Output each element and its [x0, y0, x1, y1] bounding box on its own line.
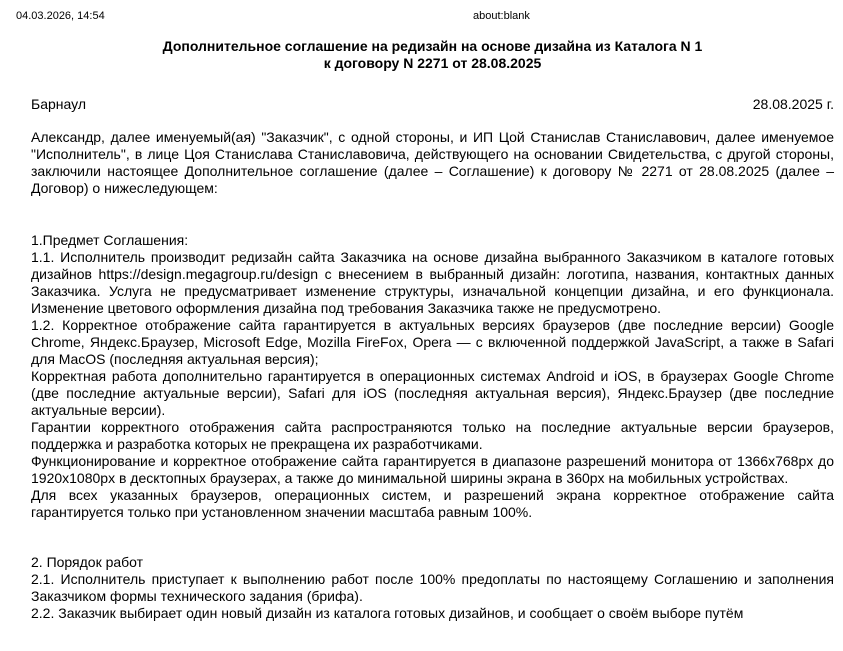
section2-title: 2. Порядок работ	[31, 554, 144, 570]
intro-paragraph: Александр, далее именуемый(ая) "Заказчик", с одной стороны, и ИП Цой Станислав Станиславович, далее именуемое "Исполнитель", в лице Цоя Станислава Станиславовича, действующего на основании Свидетельства, с другой стороны, заключили настоящее Дополнительное соглашение (далее – Соглашение) к договору № 2271 от 28.08.2025 (далее – Договор) о нижеследующем:	[31, 129, 834, 196]
print-datetime: 04.03.2026, 14:54	[16, 10, 105, 22]
document-title-line2: к договору N 2271 от 28.08.2025	[323, 55, 542, 71]
document-date: 28.08.2025 г.	[752, 96, 834, 112]
section1-title: 1.Предмет Соглашения:	[31, 232, 189, 248]
document-title-line1: Дополнительное соглашение на редизайн на основе дизайна из Каталога N 1	[162, 38, 703, 54]
scale-paragraph: Для всех указанных браузеров, операционных систем, и разрешений экрана корректное отображение сайта гарантируется только при установленном значении масштаба равным 100%.	[31, 487, 834, 520]
resolution-paragraph: Функционирование и корректное отображение сайта гарантируется в диапазоне разрешений монитора от 1366x768px до 1920x1080px в десктопных браузерах, а также до минимальной ширины экрана в 360px на мобильных устройствах.	[31, 453, 834, 486]
clause-1-1: 1.1. Исполнитель производит редизайн сайта Заказчика на основе дизайна выбранного Заказчиком в каталоге готовых дизайнов https://design.megagroup.ru/design с внесением в выбранный дизайн: логотипа, названия, контактных данных Заказчика. Услуга не предусматривает изменение структуры, изначальной концепции дизайна, и его функционала. Изменение цветового оформления дизайна под требования Заказчика также не предусмотрено.	[31, 249, 834, 316]
mobile-support-paragraph: Корректная работа дополнительно гарантируется в операционных системах Android и iOS, в браузерах Google Chrome (две последние актуальные версии), Safari для iOS (последняя актуальная версия), Яндекс.Браузер (две последние актуальные версии).	[31, 368, 834, 418]
place-date-row	[31, 96, 834, 113]
document-city: Барнаул	[31, 96, 86, 112]
agreement-document	[31, 38, 834, 622]
print-header	[0, 8, 843, 24]
clause-1-2: 1.2. Корректное отображение сайта гарантируется в актуальных версиях браузеров (две последние версии) Google Chrome, Яндекс.Браузер, Microsoft Edge, Mozilla FireFox, Opera — с включенной поддержкой JavaScript, а также в Safari для MacOS (последняя актуальная версия);	[31, 317, 834, 367]
clause-2-2: 2.2. Заказчик выбирает один новый дизайн из каталога готовых дизайнов, и сообщает о своём выборе путём	[31, 605, 744, 621]
print-url: about:blank	[473, 10, 530, 22]
guarantee-paragraph: Гарантии корректного отображения сайта распространяются только на последние актуальные версии браузеров, поддержка и разработка которых не прекращена их разработчиками.	[31, 419, 834, 452]
clause-2-1: 2.1. Исполнитель приступает к выполнению работ после 100% предоплаты по настоящему Соглашению и заполнения Заказчиком формы технического задания (брифа).	[31, 571, 834, 604]
